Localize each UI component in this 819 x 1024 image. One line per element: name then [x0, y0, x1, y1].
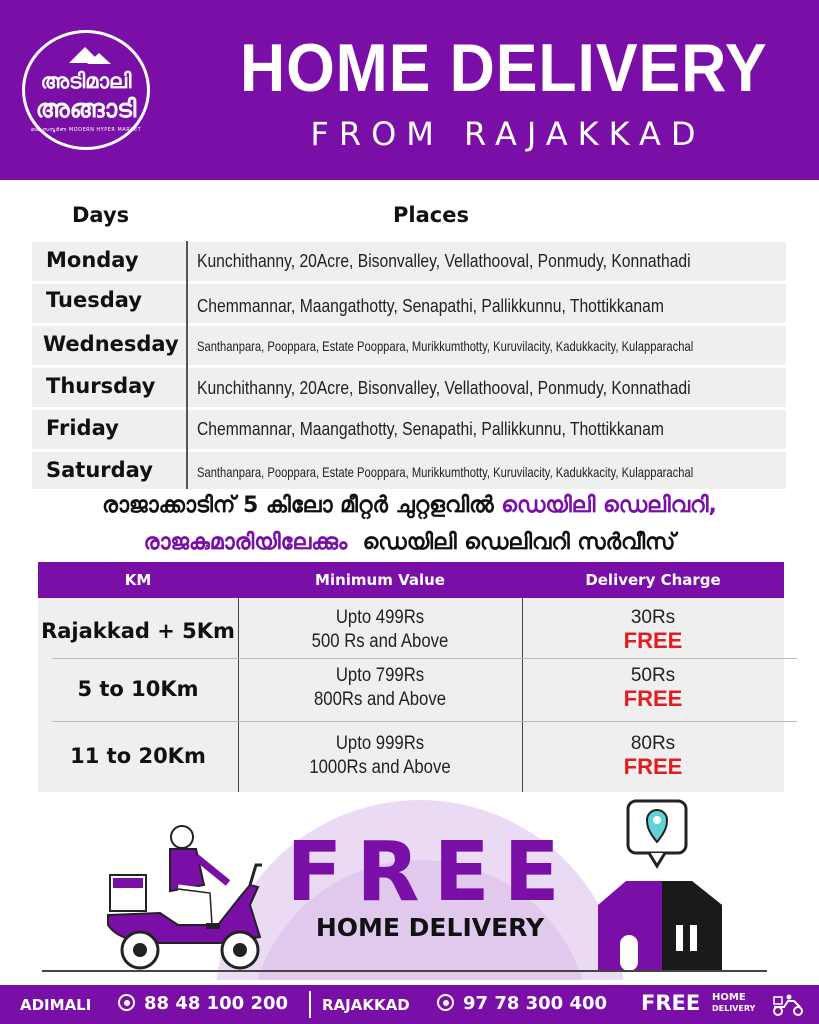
malayalam-line-1 — [0, 493, 819, 518]
mountain-small-icon — [87, 53, 111, 64]
charges-km: 11 to 20Km — [70, 744, 206, 768]
delivery-scooter-small-icon — [770, 993, 806, 1017]
footer-divider — [309, 991, 311, 1018]
malayalam-line-2-purple: രാജകുമാരിയിലേക്കും — [143, 530, 348, 555]
logo-text-1: അടിമാലി — [40, 69, 132, 93]
schedule-row — [32, 326, 786, 366]
charges-min-above: 500 Rs and Above — [311, 631, 449, 652]
whatsapp-icon — [118, 994, 135, 1011]
malayalam-line-2-black: ഡെയിലി ഡെലിവറി സർവീസ് — [362, 530, 676, 555]
logo-text-2: അങ്ങാടി — [35, 94, 137, 123]
days-column-header: Days — [72, 203, 130, 227]
footer-location-rajakkad: RAJAKKAD — [322, 996, 410, 1014]
footer-bar — [0, 985, 819, 1024]
footer-badge-home: HOME — [712, 992, 746, 1003]
header-km: KM — [124, 571, 152, 589]
charges-row-divider — [52, 721, 797, 722]
whatsapp-icon — [437, 994, 454, 1011]
footer-location-adimali: ADIMALI — [20, 996, 92, 1014]
house-icon — [596, 875, 726, 973]
schedule-row — [32, 410, 786, 450]
delivery-scooter-icon — [100, 825, 280, 975]
charges-km: 5 to 10Km — [77, 677, 199, 701]
schedule-row — [32, 242, 786, 282]
free-headline: FREE — [286, 825, 574, 920]
schedule-day: Friday — [46, 416, 119, 440]
header-delivery-charge: Delivery Charge — [585, 571, 721, 589]
schedule-row — [32, 368, 786, 408]
charges-min-upto: Upto 799Rs — [335, 665, 425, 686]
charges-free: FREE — [623, 754, 683, 779]
header-banner — [0, 0, 819, 180]
schedule-places: Chemmannar, Maangathotty, Senapathi, Pallikkunnu, Thottikkanam — [197, 419, 664, 439]
charges-fee: 80Rs — [630, 733, 676, 754]
footer-phone-rajakkad[interactable]: 97 78 300 400 — [463, 993, 608, 1014]
charges-column-divider — [238, 598, 239, 792]
charges-min-upto: Upto 999Rs — [335, 733, 425, 754]
charges-table-header — [38, 562, 784, 598]
schedule-day: Saturday — [46, 458, 153, 482]
schedule-places: Santhanpara, Pooppara, Estate Pooppara, Murikkumthotty, Kuruvilacity, Kadukkacity, Kulapparachal — [197, 338, 694, 354]
free-subheadline: HOME DELIVERY — [315, 913, 545, 942]
logo-tagline: ഒരു സമ്പൂർണ MODERN HYPER MARKET — [30, 127, 142, 133]
schedule-places: Kunchithanny, 20Acre, Bisonvalley, Vellathooval, Ponmudy, Konnathadi — [197, 378, 691, 398]
schedule-places: Kunchithanny, 20Acre, Bisonvalley, Vellathooval, Ponmudy, Konnathadi — [197, 251, 691, 271]
charges-free: FREE — [623, 628, 683, 653]
footer-phone-adimali[interactable]: 88 48 100 200 — [144, 993, 289, 1014]
charges-min-upto: Upto 499Rs — [335, 607, 425, 628]
schedule-day: Tuesday — [46, 288, 142, 312]
malayalam-line-2 — [0, 530, 819, 555]
places-column-header: Places — [393, 203, 469, 227]
charges-km: Rajakkad + 5Km — [41, 619, 235, 643]
footer-badge-free: FREE — [641, 991, 701, 1015]
schedule-places: Santhanpara, Pooppara, Estate Pooppara, Murikkumthotty, Kuruvilacity, Kadukkacity, Kulapparachal — [197, 464, 694, 480]
page-title: HOME DELIVERY — [240, 30, 768, 106]
schedule-day: Monday — [46, 248, 139, 272]
charges-min-above: 1000Rs and Above — [309, 757, 451, 778]
schedule-column-divider — [186, 241, 188, 489]
charges-min-above: 800Rs and Above — [313, 689, 446, 710]
header-minimum-value: Minimum Value — [315, 571, 445, 589]
schedule-row — [32, 284, 786, 324]
charges-fee: 50Rs — [630, 665, 676, 686]
footer-badge-delivery: DELIVERY — [712, 1004, 756, 1013]
charges-free: FREE — [623, 686, 683, 711]
malayalam-line-1-purple: ഡെയിലി ഡെലിവറി, — [501, 493, 717, 518]
malayalam-line-1-black: രാജാക്കാടിന് 5 കിലോ മീറ്റർ ചുറ്റളവിൽ — [102, 493, 494, 518]
ground-line — [42, 970, 767, 972]
charges-row-divider — [52, 658, 797, 659]
schedule-day: Wednesday — [43, 332, 179, 356]
schedule-places: Chemmannar, Maangathotty, Senapathi, Pallikkunnu, Thottikkanam — [197, 296, 664, 316]
schedule-day: Thursday — [46, 374, 156, 398]
page-subtitle: FROM RAJAKKAD — [310, 115, 706, 153]
charges-fee: 30Rs — [630, 607, 676, 628]
brand-logo — [22, 30, 150, 150]
schedule-row — [32, 452, 786, 490]
location-pin-icon — [625, 798, 695, 870]
